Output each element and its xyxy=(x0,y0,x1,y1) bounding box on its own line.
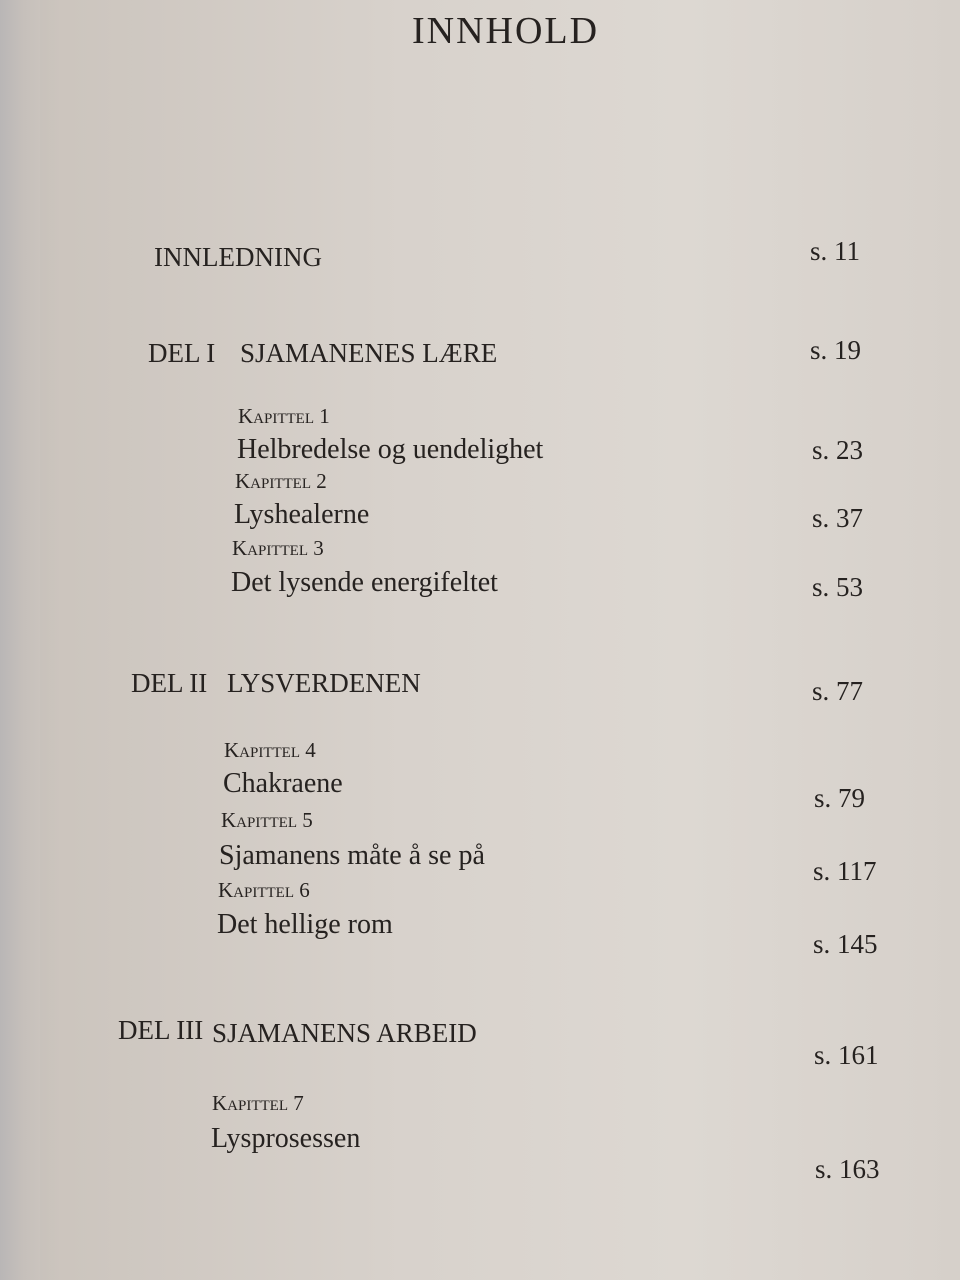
part-2-title: LYSVERDENEN xyxy=(227,668,421,698)
part-1-number: DEL I xyxy=(148,338,216,368)
part-3-number: DEL III xyxy=(118,1015,204,1045)
part-3-title: SJAMANENS ARBEID xyxy=(212,1018,477,1048)
chapter-5-label: Kapittel 5 xyxy=(221,808,313,832)
chapter-4-title: Chakraene xyxy=(223,768,343,799)
chapter-2-page: s. 37 xyxy=(812,503,864,533)
chapter-5-page: s. 117 xyxy=(813,856,877,886)
toc-title: INNHOLD xyxy=(412,10,600,52)
chapter-2-label: Kapittel 2 xyxy=(235,469,327,493)
chapter-7-title: Lysprosessen xyxy=(211,1123,361,1154)
part-2-page: s. 77 xyxy=(812,676,864,706)
book-page xyxy=(40,0,960,1280)
chapter-1-page: s. 23 xyxy=(812,435,864,465)
part-3-page: s. 161 xyxy=(814,1040,879,1070)
page-gutter xyxy=(0,0,60,1280)
chapter-2-title: Lyshealerne xyxy=(234,499,370,530)
part-2-number: DEL II xyxy=(131,668,208,698)
chapter-7-page: s. 163 xyxy=(815,1154,880,1184)
chapter-5-title: Sjamanens måte å se på xyxy=(219,840,485,871)
chapter-4-page: s. 79 xyxy=(814,783,866,813)
chapter-1-title: Helbredelse og uendelighet xyxy=(237,434,544,465)
chapter-6-page: s. 145 xyxy=(813,929,878,959)
intro-page: s. 11 xyxy=(810,236,861,266)
chapter-1-label: Kapittel 1 xyxy=(238,404,330,428)
chapter-4-label: Kapittel 4 xyxy=(224,738,316,762)
chapter-6-label: Kapittel 6 xyxy=(218,878,310,902)
intro-label: INNLEDNING xyxy=(154,242,322,272)
chapter-3-label: Kapittel 3 xyxy=(232,536,324,560)
chapter-6-title: Det hellige rom xyxy=(217,909,393,940)
chapter-3-page: s. 53 xyxy=(812,572,864,602)
chapter-7-label: Kapittel 7 xyxy=(212,1091,304,1115)
part-1-title: SJAMANENES LÆRE xyxy=(240,338,498,368)
chapter-3-title: Det lysende energifeltet xyxy=(231,567,498,598)
part-1-page: s. 19 xyxy=(810,335,862,365)
